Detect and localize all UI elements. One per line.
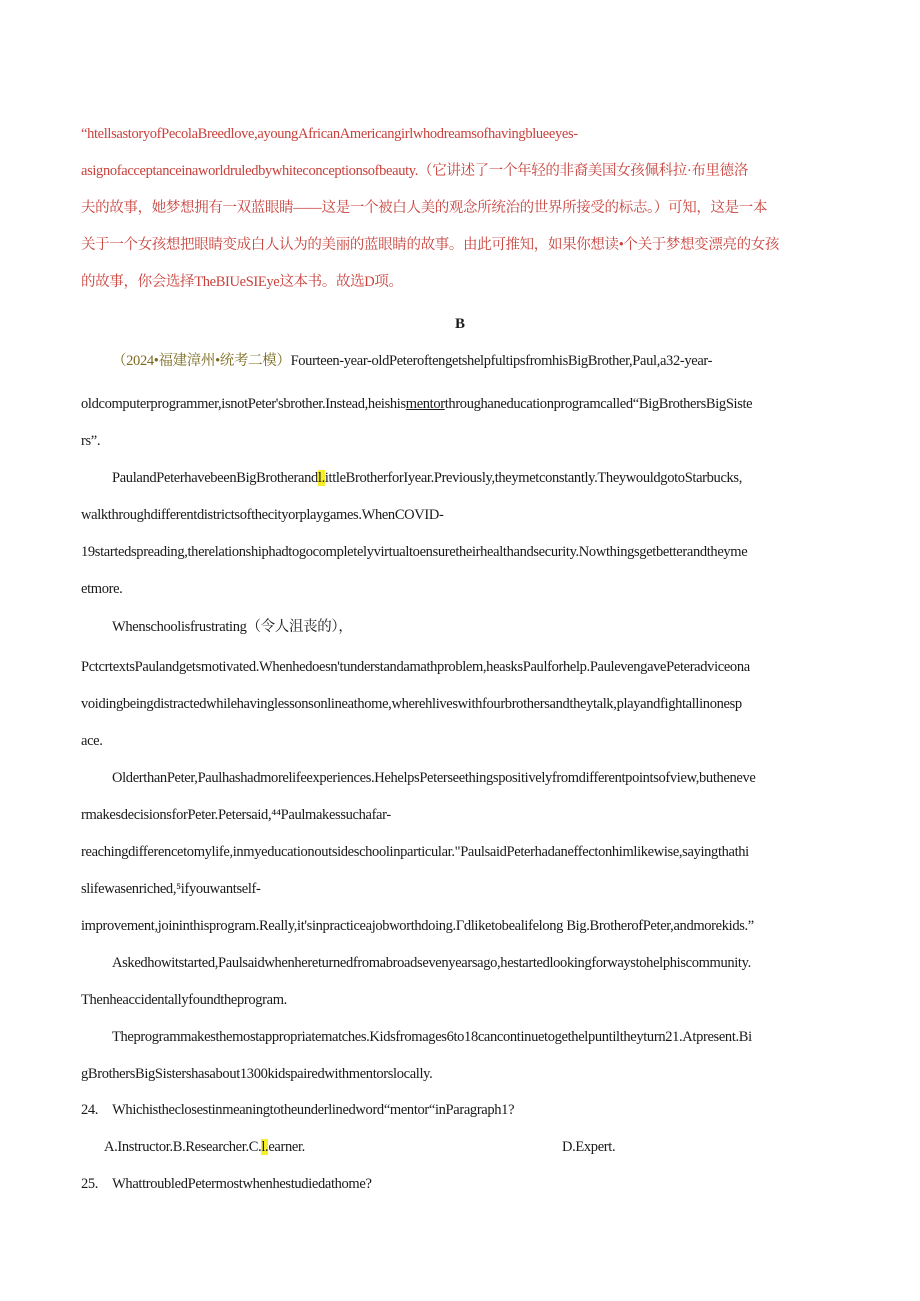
passage-p4-line-3: reachingdifferencetomylife,inmyeducationoutsideschoolinparticular."PaulsaidPeterhadaneffectonhimlikewise,sayingthathi [81, 844, 749, 860]
explanation-line-3: 夫的故事，她梦想拥有一双蓝眼睛——这是一个被白人美的观念所统治的世界所接受的标志。）可知，这是一本 [81, 200, 768, 216]
explanation-line-2-en: asignofacceptanceinaworldruledbywhiteconceptionsofbeauty. [81, 163, 419, 179]
passage-p2-line-3: 19startedspreading,therelationshiphadtogocompletelyvirtualtoensuretheirhealthandsecurity.Nowthingsgetbetterandtheyme [81, 544, 748, 560]
passage-p2-line-2: walkthroughdifferentdistrictsofthecityorplaygames.WhenCOVID- [81, 507, 444, 523]
question-number: 24. [81, 1102, 99, 1118]
option-d[interactable]: D.Expert. [562, 1139, 616, 1155]
passage-p5-line-1: Askedhowitstarted,Paulsaidwhenhereturnedfromabroadsevenyearsago,hestartedlookingforwaystohelphiscommunity. [112, 955, 751, 971]
underlined-word-mentor: mentor [405, 396, 445, 412]
p2-text-a-pre: PaulandPeterhavebeenBigBrotherand [112, 470, 318, 486]
passage-p4-line-5: improvement,joininthisprogram.Really,it'sinpracticeajobworthdoing.Γdliketobealifelong Big.BrotherofPeter,andmorekids.” [81, 918, 754, 934]
explanation-line-4: 关于一个女孩想把眼睛变成白人认为的美丽的蓝眼睛的故事。由此可推知，如果你想读•个关于梦想变漂亮的女孩 [81, 237, 780, 253]
passage-p1-line-2 [81, 394, 841, 414]
p1-text-a: Fourteen-year-oldPeteroftengetshelpfultipsfromhisBigBrother,Paul,a32-year- [290, 353, 713, 369]
option-a[interactable]: A.Instructor. [104, 1139, 173, 1155]
passage-p3-line-3: voidingbeingdistractedwhilehavinglessonsonlineathome,wherehliveswithfourbrothersandtheytalk,playandfightallinonesp [81, 696, 742, 712]
passage-p3-line-1: Whenschoolisfrustrating（令人沮丧的）， [112, 619, 353, 635]
question-25 [81, 1174, 841, 1194]
question-24 [81, 1100, 841, 1120]
p1-text-b-pre: oldcomputerprogrammer,isnotPeter'sbrother.Instead,heishis [81, 396, 406, 412]
passage-p2-line-1 [112, 468, 842, 488]
passage-p1-line-3: rs”. [81, 433, 101, 449]
passage-p4-line-2: rmakesdecisionsforPeter.Petersaid,⁴⁴Paulmakessuchafar- [81, 807, 391, 823]
highlight-mark: l. [317, 470, 325, 486]
highlight-mark: l. [261, 1139, 269, 1155]
p1-text-b-post: throughaneducationprogramcalled“BigBrothersBigSiste [444, 396, 753, 412]
option-b[interactable]: B.Researcher. [172, 1139, 249, 1155]
passage-p3-line-4: ace. [81, 733, 103, 749]
option-c[interactable]: C.l.earner. [248, 1139, 305, 1155]
section-heading: B [454, 316, 465, 332]
question-24-options [104, 1137, 724, 1157]
question-stem: WhattroubledPetermostwhenhestudiedathome? [112, 1176, 372, 1192]
explanation-line-2-cn: （它讲述了一个年轻的非裔美国女孩佩科拉·布里德洛 [418, 163, 748, 179]
passage-p6-line-1: Theprogrammakesthemostappropriatematches.Kidsfromages6to18cancontinuetogethelpuntiltheyturn21.Atpresent.Bi [112, 1029, 752, 1045]
passage-p6-line-2: gBrothersBigSistershasabout1300kidspairedwithmentorslocally. [81, 1066, 433, 1082]
question-number: 25. [81, 1176, 99, 1192]
source-tag: （2024•福建漳州•统考二模） [112, 353, 291, 369]
question-stem: Whichistheclosestinmeaningtotheunderlinedword“mentor“inParagraph1? [112, 1102, 515, 1118]
passage-p1-line-1 [112, 351, 842, 371]
explanation-line-2 [81, 161, 841, 181]
passage-p4-line-4: slifewasenriched,⁵ifyouwantself- [81, 881, 261, 897]
p2-text-a-post: ittleBrotherforIyear.Previously,theymetconstantly.TheywouldgotoStarbucks, [324, 470, 742, 486]
passage-p3-line-2: PctcrtextsPaulandgetsmotivated.Whenhedoesn'tunderstandamathproblem,heasksPaulforhelp.PaulevengavePeteradviceona [81, 659, 750, 675]
passage-p2-line-4: etmore. [81, 581, 123, 597]
passage-p4-line-1: OlderthanPeter,Paulhashadmorelifeexperiences.HehelpsPeterseethingspositivelyfromdifferentpointsofview,butheneve [112, 770, 756, 786]
passage-p5-line-2: Thenheaccidentallyfoundtheprogram. [81, 992, 287, 1008]
explanation-line-5: 的故事，你会选择TheBIUeSIEye这本书。故选D项。 [81, 274, 403, 290]
explanation-line-1: “htellsastoryofPecolaBreedlove,ayoungAfricanAmericangirlwhodreamsofhavingblueeyes- [81, 126, 578, 142]
